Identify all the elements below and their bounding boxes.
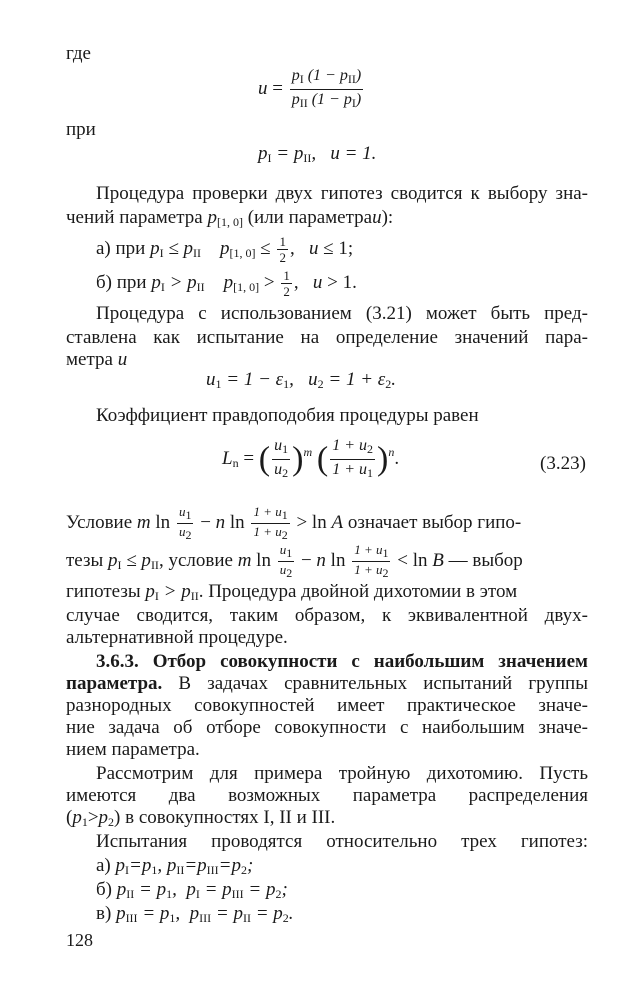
text-condition-line5: альтернативной процедуре. <box>66 627 288 648</box>
formula-u1-u2: $u_1 = 1 - \varepsilon_1$, $u_2 = 1 + \varepsilon_2$. <box>206 369 397 391</box>
text-procedure-line2: чений параметра $p_{[1, 0]}$ (или параметраu): <box>66 207 394 229</box>
text-procedure-321-line1: Процедура с использованием (3.21) может быть пред- <box>96 303 588 324</box>
section-heading-363: 3.6.3. Отбор совокупности с наибольшим значением <box>96 651 588 672</box>
hypothesis-a: а) $p_I=p_1$, $p_{II}=p_{III}=p_2$; <box>96 855 254 877</box>
hypothesis-c: в) $p_{III} = p_1$, $p_{III} = p_{II} = p_2$. <box>96 903 294 925</box>
text-condition-line3: гипотезы $p_I > p_{II}$. Процедура двойной дихотомии в этом <box>66 581 518 603</box>
text-consider-line2: имеются два возможных параметра распределения <box>66 785 588 806</box>
page-number: 128 <box>66 930 93 950</box>
hypothesis-b: б) $p_{II} = p_1$, $p_I = p_{III} = p_2$; <box>96 879 288 901</box>
case-a: а) при $p_I \le p_{II}$ $p_{[1, 0]}$ ≤ $\frac{1}{2}$ , u ≤ 1; <box>96 234 354 265</box>
formula-u-definition: u = $\frac{p_I (1 - p_{II})}{p_{II} (1 - p_I)}$ <box>258 67 362 110</box>
text-tests-line1: Испытания проводятся относительно трех гипотез: <box>96 831 588 852</box>
section-363-line4: ние задача об отборе совокупности с наибольшим значе- <box>66 717 588 738</box>
text-condition-line1: Условие m ln $\frac{u_1}{u_2}$ − n ln $\frac{1 + u_1}{1 + u_2}$ > ln A означает выбор гипо- <box>66 504 522 542</box>
section-363-line3: разнородных совокупностей имеет практическое значе- <box>66 695 588 716</box>
text-condition-line2: тезы $p_I \le p_{II}$, условие m ln $\frac{u_1}{u_2}$ − n ln $\frac{1 + u_1}{1 + u_2}$ < ln B — выбор <box>66 542 523 580</box>
text-consider-line3: $(p_1>p_2)$ в совокупностях I, II и III. <box>66 807 336 829</box>
text-procedure-line1: Процедура проверки двух гипотез сводится к выбору зна- <box>96 183 588 204</box>
text-procedure-321-line2: ставлена как испытание на определение значений пара- <box>66 327 588 348</box>
text-likelihood-coefficient: Коэффициент правдоподобия процедуры равен <box>96 405 479 426</box>
word-where: где <box>66 43 91 64</box>
formula-3-23: $L_n$ = ( $\frac{u_1}{u_2}$ )$^m$ ( $\frac{1 + u_2}{1 + u_1}$ )$^n$. <box>222 437 400 480</box>
case-b: б) при $p_I > p_{II}$ $p_{[1, 0]}$ > $\frac{1}{2}$ , u > 1. <box>96 268 357 299</box>
word-when: при <box>66 119 96 140</box>
section-363-line2: параметра. В задачах сравнительных испытаний группы <box>66 673 588 694</box>
formula-equal-params: $p_I = p_{II}$, u = 1. <box>258 143 377 165</box>
equation-number: (3.23) <box>540 453 586 474</box>
text-procedure-321-line3: метра u <box>66 349 128 370</box>
text-condition-line4: случае сводится, таким образом, к эквивалентной двух- <box>66 605 588 626</box>
section-363-line5: нием параметра. <box>66 739 200 760</box>
text-consider-line1: Рассмотрим для примера тройную дихотомию. Пусть <box>96 763 588 784</box>
